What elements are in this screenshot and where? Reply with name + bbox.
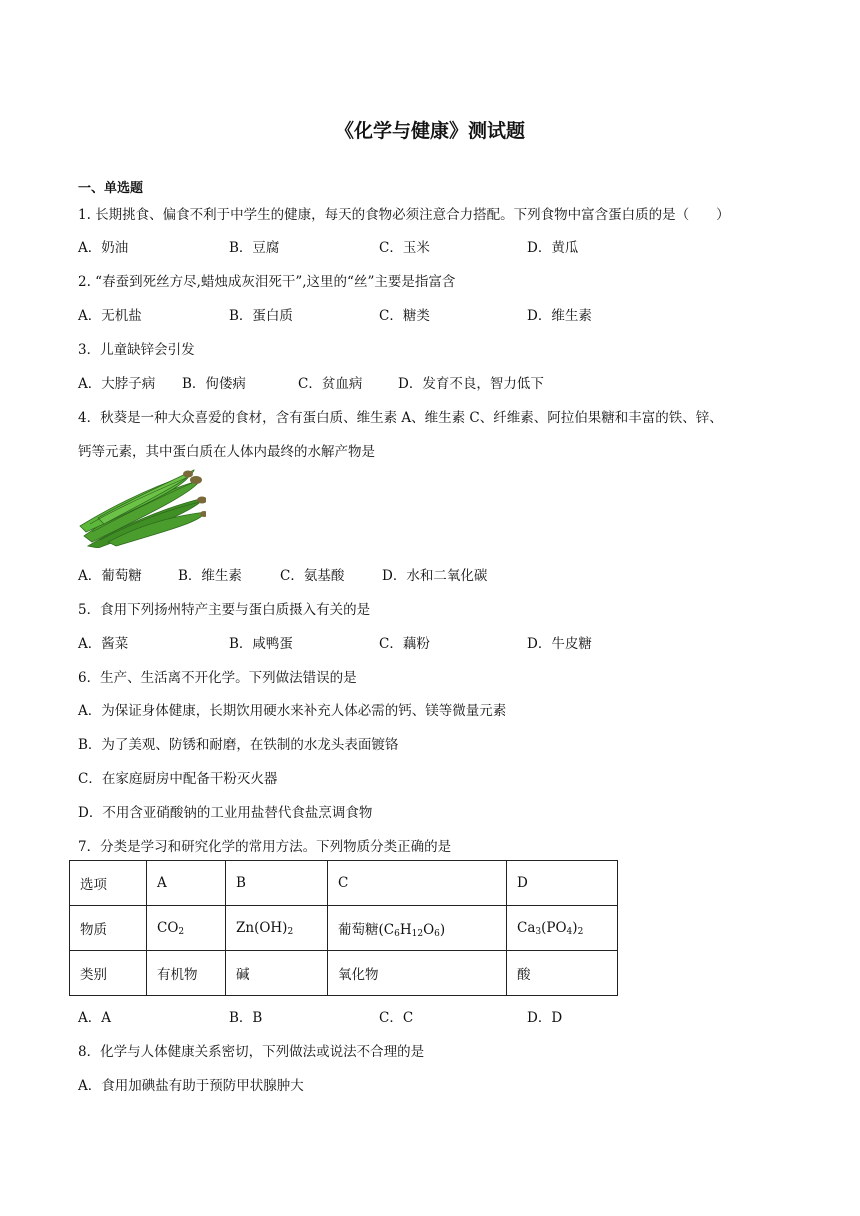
classification-table — [69, 860, 618, 996]
option-a: A．A — [78, 1010, 111, 1026]
question-6-option-c: C．在家庭厨房中配备干粉灭火器 — [78, 771, 278, 787]
table-cell: 酸 — [507, 951, 618, 996]
option-b: B．维生素 — [178, 568, 242, 584]
question-1-stem: 1. 长期挑食、偏食不利于中学生的健康，每天的食物必须注意合力搭配。下列食物中富含蛋白质的是（ ） — [78, 207, 730, 223]
question-3-stem: 3．儿童缺锌会引发 — [78, 342, 195, 358]
table-cell: 选项 — [70, 861, 147, 906]
option-c: C．藕粉 — [379, 636, 430, 652]
option-b: B．佝偻病 — [182, 376, 246, 392]
table-row — [70, 906, 618, 951]
table-row — [70, 861, 618, 906]
question-7-options — [78, 1006, 778, 1026]
table-cell: A — [147, 861, 226, 906]
table-cell: 类别 — [70, 951, 147, 996]
option-c: C．玉米 — [379, 240, 430, 256]
question-7-stem: 7．分类是学习和研究化学的常用方法。下列物质分类正确的是 — [78, 839, 452, 855]
question-5-options — [78, 632, 778, 652]
question-6-option-a: A．为保证身体健康，长期饮用硬水来补充人体必需的钙、镁等微量元素 — [78, 703, 507, 719]
question-8-stem: 8．化学与人体健康关系密切，下列做法或说法不合理的是 — [78, 1044, 425, 1060]
question-6-option-b: B．为了美观、防锈和耐磨，在铁制的水龙头表面镀铬 — [78, 737, 399, 753]
option-d: D．发育不良，智力低下 — [398, 376, 544, 392]
option-a: A．葡萄糖 — [78, 568, 142, 584]
okra-image — [78, 466, 206, 548]
question-5-stem: 5．食用下列扬州特产主要与蛋白质摄入有关的是 — [78, 602, 371, 618]
option-c: C．糖类 — [379, 308, 430, 324]
option-d: D．维生素 — [527, 308, 592, 324]
question-1-options — [78, 236, 778, 256]
section-heading: 一、单选题 — [78, 181, 144, 196]
option-a: A．酱菜 — [78, 636, 129, 652]
table-cell: 物质 — [70, 906, 147, 951]
table-cell: C — [328, 861, 507, 906]
question-8-option-a: A．食用加碘盐有助于预防甲状腺肿大 — [78, 1078, 304, 1094]
question-2-options — [78, 304, 778, 324]
option-b: B．蛋白质 — [229, 308, 293, 324]
question-2-stem: 2. “春蚕到死丝方尽,蜡烛成灰泪死干”,这里的“丝”主要是指富含 — [78, 274, 456, 290]
question-3-options — [78, 372, 778, 392]
table-cell: B — [226, 861, 328, 906]
page-title: 《化学与健康》测试题 — [334, 120, 525, 142]
table-cell: 有机物 — [147, 951, 226, 996]
table-cell: $CO_2$ — [147, 906, 226, 951]
option-b: B．咸鸭蛋 — [229, 636, 293, 652]
table-cell: 葡萄糖$(C_6H_{12}O_6)$ — [328, 906, 507, 951]
option-a: A．大脖子病 — [78, 376, 156, 392]
question-6-stem: 6．生产、生活离不开化学。下列做法错误的是 — [78, 670, 357, 686]
option-b: B．豆腐 — [229, 240, 280, 256]
option-c: C．C — [379, 1010, 414, 1026]
option-c: C．贫血病 — [298, 376, 363, 392]
table-cell: 碱 — [226, 951, 328, 996]
option-d: D．黄瓜 — [527, 240, 579, 256]
table-row — [70, 951, 618, 996]
question-4-stem-line2: 钙等元素，其中蛋白质在人体内最终的水解产物是 — [78, 444, 375, 460]
table-cell: 氧化物 — [328, 951, 507, 996]
option-d: D．牛皮糖 — [527, 636, 592, 652]
table-cell: $Zn(OH)_2$ — [226, 906, 328, 951]
question-6-option-d: D．不用含亚硝酸钠的工业用盐替代食盐烹调食物 — [78, 805, 373, 821]
table-cell: D — [507, 861, 618, 906]
question-4-stem-line1: 4．秋葵是一种大众喜爱的食材，含有蛋白质、维生素 A、维生素 C、纤维素、阿拉伯果糖和丰富的铁、锌、 — [78, 410, 723, 426]
table-cell: $Ca_3(PO_4)_2$ — [507, 906, 618, 951]
question-4-options — [78, 564, 778, 584]
option-d: D．水和二氧化碳 — [382, 568, 488, 584]
option-a: A．无机盐 — [78, 308, 142, 324]
option-c: C．氨基酸 — [280, 568, 345, 584]
option-d: D．D — [527, 1010, 563, 1026]
option-b: B．B — [229, 1010, 263, 1026]
option-a: A．奶油 — [78, 240, 129, 256]
